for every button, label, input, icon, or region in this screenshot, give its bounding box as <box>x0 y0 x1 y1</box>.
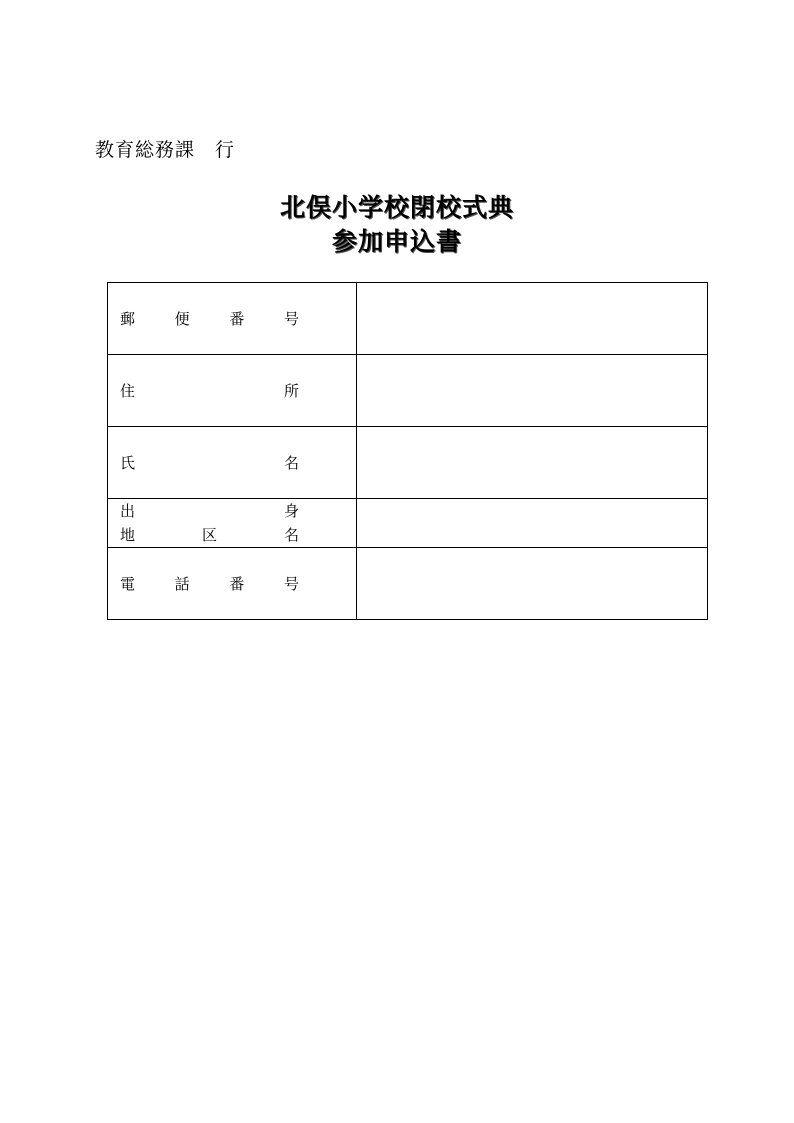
label-char: 区 <box>201 526 217 544</box>
home-district-label <box>108 499 357 548</box>
postal-code-field[interactable] <box>357 283 708 355</box>
label-char: 身 <box>283 502 299 520</box>
postal-code-label <box>108 283 357 355</box>
address-field[interactable] <box>357 355 708 427</box>
label-char: 郵 <box>120 309 136 328</box>
label-char: 話 <box>174 574 190 593</box>
label-char: 地 <box>120 526 136 544</box>
application-form-table <box>107 282 708 620</box>
label-char: 名 <box>283 453 299 472</box>
label-char: 電 <box>120 574 136 593</box>
form-row-address <box>108 355 708 427</box>
label-char: 号 <box>283 309 299 328</box>
label-char: 出 <box>120 502 136 520</box>
phone-number-field[interactable] <box>357 548 708 620</box>
document-subtitle: 参加申込書 <box>331 227 462 256</box>
address-label <box>108 355 357 427</box>
form-row-home-district <box>108 499 708 548</box>
form-row-postal-code <box>108 283 708 355</box>
addressee: 教育総務課 行 <box>95 139 236 161</box>
label-char: 住 <box>120 381 136 400</box>
name-label <box>108 427 357 499</box>
phone-number-label <box>108 548 357 620</box>
label-char: 名 <box>283 526 299 544</box>
label-char: 号 <box>283 574 299 593</box>
document-title: 北俣小学校閉校式典 <box>279 193 514 222</box>
label-char: 便 <box>174 309 190 328</box>
home-district-field[interactable] <box>357 499 708 548</box>
form-row-phone <box>108 548 708 620</box>
form-row-name <box>108 427 708 499</box>
label-char: 番 <box>229 309 245 328</box>
label-char: 氏 <box>120 453 136 472</box>
label-char: 番 <box>229 574 245 593</box>
label-char: 所 <box>283 381 299 400</box>
name-field[interactable] <box>357 427 708 499</box>
